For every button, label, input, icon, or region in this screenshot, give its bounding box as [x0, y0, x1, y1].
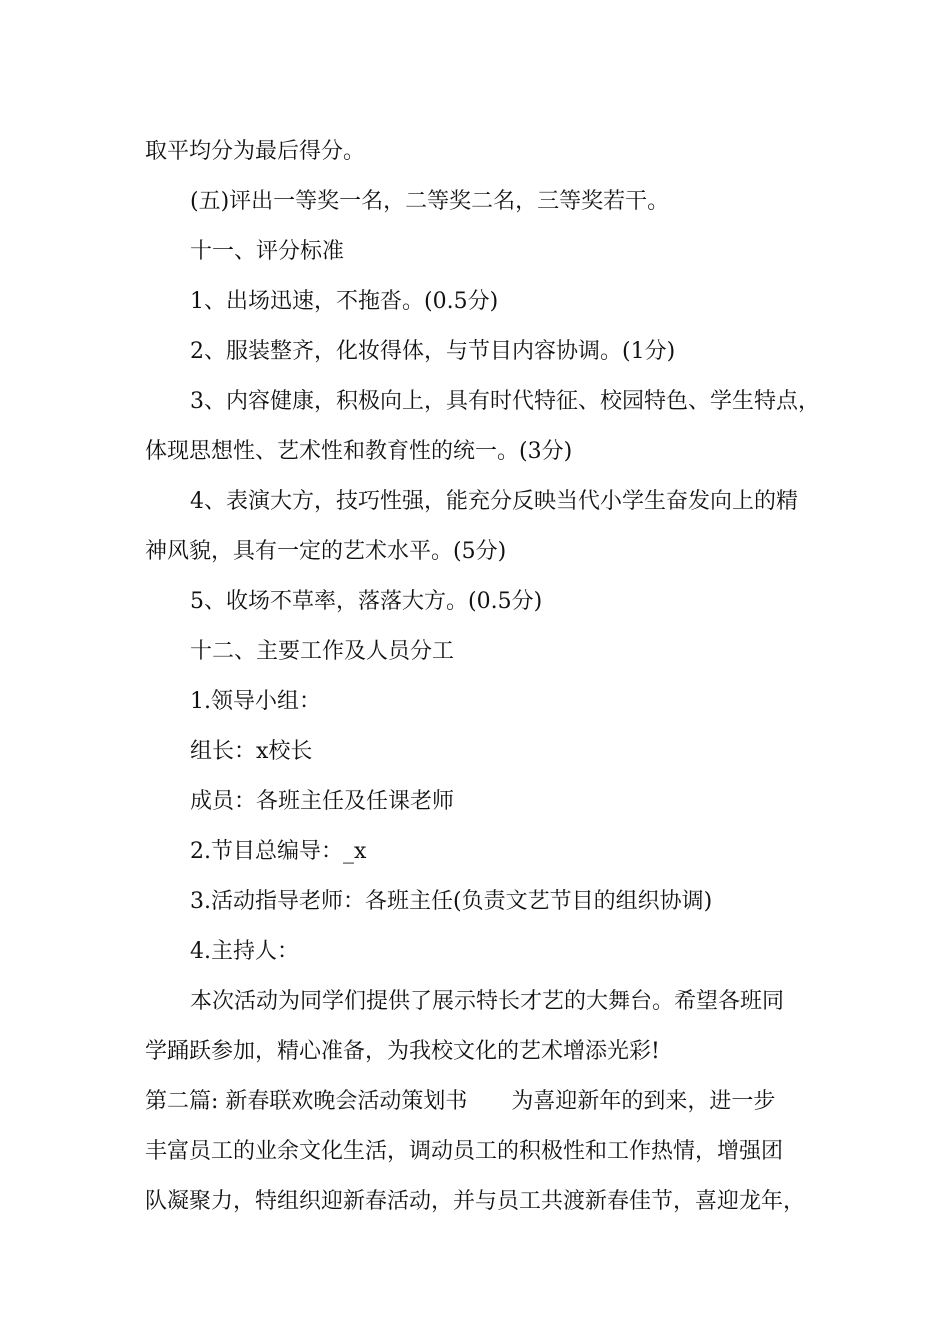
scoring-item-3-cont: 体现思想性、艺术性和教育性的统一。(3分)	[145, 439, 573, 464]
second-article-line: 丰富员工的业余文化生活，调动员工的积极性和工作热情，增强团	[145, 1139, 784, 1164]
scoring-item-4-cont: 神风貌，具有一定的艺术水平。(5分)	[145, 539, 507, 564]
section-heading-scoring: 十一、评分标准	[190, 239, 345, 264]
scoring-item-2: 2、服装整齐，化妆得体，与节目内容协调。(1分)	[190, 339, 676, 364]
scoring-item-5: 5、收场不草率，落落大方。(0.5分)	[190, 589, 543, 614]
paragraph-line: 取平均分为最后得分。	[145, 139, 366, 164]
closing-paragraph-cont: 学踊跃参加，精心准备，为我校文化的艺术增添光彩!	[145, 1039, 660, 1064]
host: 4.主持人：	[190, 939, 299, 964]
group-leader: 组长：x校长	[190, 739, 313, 764]
second-article-line: 队凝聚力，特组织迎新春活动，并与员工共渡新春佳节，喜迎龙年，	[145, 1189, 806, 1214]
closing-paragraph: 本次活动为同学们提供了展示特长才艺的大舞台。希望各班同	[190, 989, 785, 1014]
activity-advisors: 3.活动指导老师：各班主任(负责文艺节目的组织协调)	[190, 889, 713, 914]
program-director: 2.节目总编导：_x	[190, 839, 367, 864]
scoring-item-4: 4、表演大方，技巧性强，能充分反映当代小学生奋发向上的精	[190, 489, 798, 514]
group-members: 成员：各班主任及任课老师	[190, 789, 455, 814]
scoring-item-3: 3、内容健康，积极向上，具有时代特征、校园特色、学生特点，	[190, 389, 820, 414]
second-article-title: 第二篇: 新春联欢晚会活动策划书 为喜迎新年的到来，进一步	[145, 1089, 776, 1114]
scoring-item-1: 1、出场迅速，不拖沓。(0.5分)	[190, 289, 499, 314]
section-heading-division: 十二、主要工作及人员分工	[190, 639, 455, 664]
leadership-group: 1.领导小组：	[190, 689, 321, 714]
award-rule: (五)评出一等奖一名，二等奖二名，三等奖若干。	[190, 189, 670, 214]
